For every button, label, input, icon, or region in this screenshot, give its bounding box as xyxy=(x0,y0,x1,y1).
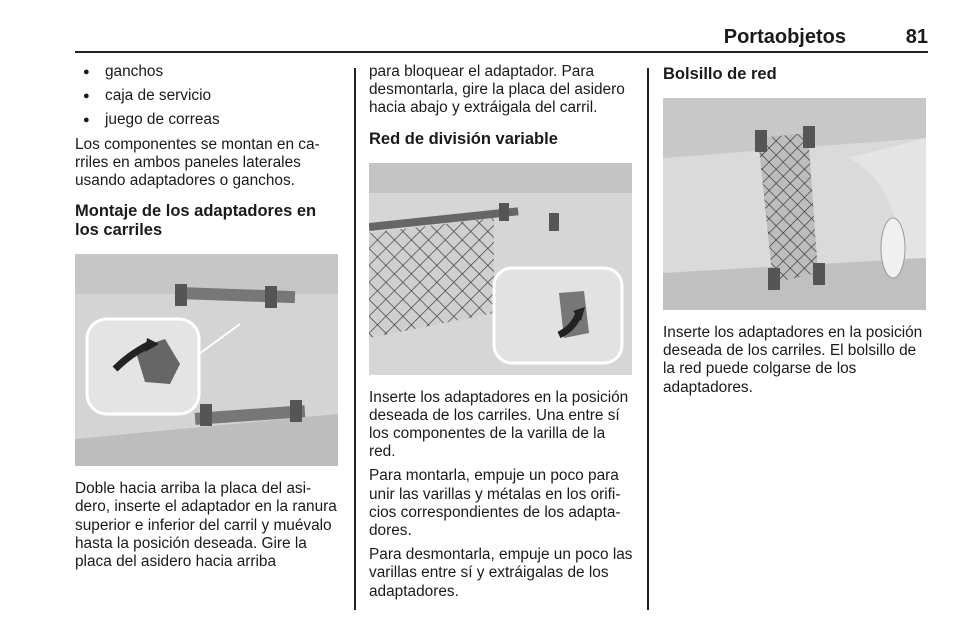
paragraph: Doble hacia arriba la placa del asidero, inserte el adaptador en la ranura superior e inferior del carril y muévalo hasta la posición deseada. Gire la placa del asidero hacia arriba xyxy=(75,480,337,571)
column-3 xyxy=(663,63,928,403)
section-heading: Bolsillo de red xyxy=(663,65,777,83)
paragraph: Inserte los adaptadores en la posición deseada de los carriles. El bolsillo de la red puede colgarse de los adaptadores. xyxy=(663,324,923,396)
list-item: ● caja de servicio xyxy=(75,87,340,105)
section-heading: Red de división variable xyxy=(369,129,558,148)
page-number: 81 xyxy=(905,26,928,48)
paragraph: para bloquear el adaptador. Para desmontarla, gire la placa del asidero hacia abajo y extráigala del carril. xyxy=(369,63,625,117)
paragraph: Para montarla, empuje un poco para unir las varillas y métalas en los orificios correspondientes de los adaptadores. xyxy=(369,467,621,540)
component-list xyxy=(75,63,340,130)
list-item: ● ganchos xyxy=(75,63,340,81)
column-1 xyxy=(75,63,340,577)
column-2 xyxy=(369,63,634,607)
column-divider xyxy=(647,68,649,610)
divider-net-illustration xyxy=(369,163,632,375)
paragraph: Inserte los adaptadores en la posición deseada de los carriles. Una entre sí los componentes de la varilla de la red. xyxy=(369,388,629,461)
list-item: ● juego de correas xyxy=(75,111,340,129)
page-header xyxy=(75,26,928,52)
adapter-rail-illustration xyxy=(75,254,338,466)
header-rule xyxy=(75,51,928,53)
paragraph: Para desmontarla, empuje un poco las varillas entre sí y extráigalas de los adaptadores. xyxy=(369,546,633,600)
column-divider xyxy=(354,68,356,610)
net-pocket-illustration xyxy=(663,98,926,310)
section-title: Portaobjetos xyxy=(723,26,846,48)
paragraph: Los componentes se montan en carriles en ambos paneles laterales usando adaptadores o ganchos. xyxy=(75,135,320,190)
section-heading: Montaje de los adaptadores en los carriles xyxy=(75,202,317,240)
